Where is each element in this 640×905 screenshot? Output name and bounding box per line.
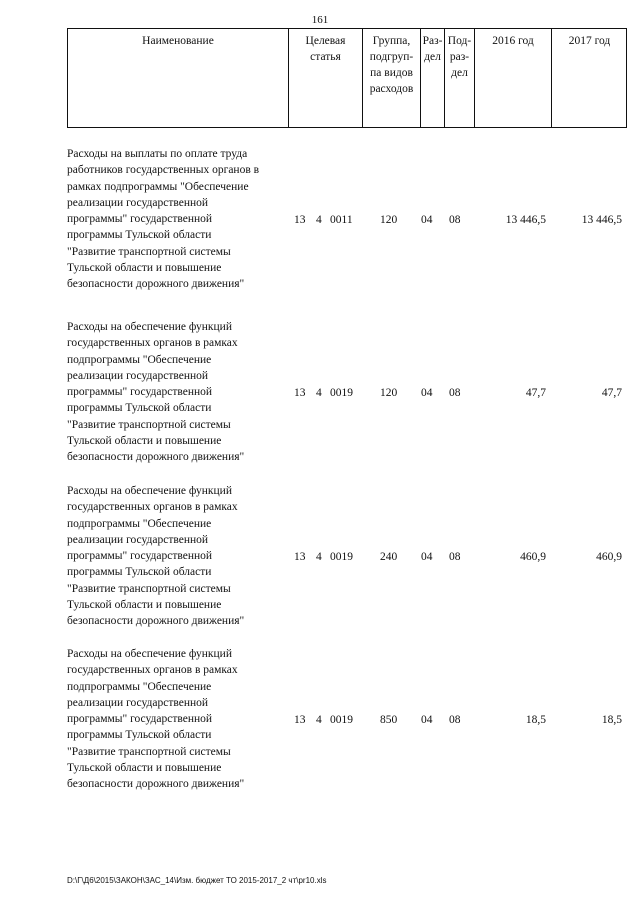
row-program: 13 <box>294 387 306 399</box>
row-code: 0019 <box>330 551 353 563</box>
table-header <box>67 28 627 128</box>
row-code: 0019 <box>330 714 353 726</box>
page-number: 161 <box>311 14 329 26</box>
row-amount-2017: 13 446,5 <box>581 214 622 226</box>
header-group: Группа, подгруп- па видов расходов <box>362 29 420 127</box>
row-subprogram: 4 <box>316 551 322 563</box>
header-podrazdel: Под- раз- дел <box>444 29 474 127</box>
row-group: 120 <box>380 214 398 226</box>
row-group: 240 <box>380 551 398 563</box>
row-podrazdel: 08 <box>449 551 461 563</box>
row-program: 13 <box>294 714 306 726</box>
row-razdel: 04 <box>421 387 433 399</box>
table-row <box>0 319 640 469</box>
row-razdel: 04 <box>421 214 433 226</box>
row-group: 850 <box>380 714 398 726</box>
header-razdel: Раз- дел <box>420 29 444 127</box>
table-row <box>0 483 640 633</box>
row-razdel: 04 <box>421 714 433 726</box>
row-amount-2017: 460,9 <box>596 551 622 563</box>
row-amount-2016: 13 446,5 <box>505 214 546 226</box>
row-subprogram: 4 <box>316 387 322 399</box>
row-amount-2016: 18,5 <box>525 714 546 726</box>
row-name: Расходы на обеспечение функций государственных органов в рамках подпрограммы "Обеспечение реализации государственной программы" государственной программы Тульской области "Развитие транспортной системы Тульской области и повышение безопасности дорожного движения" <box>67 485 245 628</box>
row-name: Расходы на выплаты по оплате труда работников государственных органов в рамках подпрограммы "Обеспечение реализации государственной программы" государственной программы Тульской области "Развитие транспортной системы Тульской области и повышение безопасности дорожного движения" <box>67 148 260 291</box>
row-razdel: 04 <box>421 551 433 563</box>
header-name: Наименование <box>142 35 214 47</box>
row-amount-2016: 47,7 <box>525 387 546 399</box>
row-program: 13 <box>294 551 306 563</box>
row-code: 0019 <box>330 387 353 399</box>
row-amount-2017: 18,5 <box>601 714 622 726</box>
header-year-2016: 2016 год <box>474 29 551 127</box>
row-code: 0011 <box>330 214 353 226</box>
row-podrazdel: 08 <box>449 714 461 726</box>
table-row <box>0 146 640 296</box>
file-path-footer: D:\Г\Д6\2015\ЗАКОН\ЗАС_14\Изм. бюджет ТО 2015-2017_2 чт\pr10.xls <box>67 876 327 885</box>
row-name: Расходы на обеспечение функций государственных органов в рамках подпрограммы "Обеспечение реализации государственной программы" государственной программы Тульской области "Развитие транспортной системы Тульской области и повышение безопасности дорожного движения" <box>67 648 245 791</box>
row-subprogram: 4 <box>316 214 322 226</box>
row-program: 13 <box>294 214 306 226</box>
row-name: Расходы на обеспечение функций государственных органов в рамках подпрограммы "Обеспечение реализации государственной программы" государственной программы Тульской области "Развитие транспортной системы Тульской области и повышение безопасности дорожного движения" <box>67 321 245 464</box>
header-target: Целевая статья <box>288 29 362 127</box>
row-podrazdel: 08 <box>449 214 461 226</box>
row-group: 120 <box>380 387 398 399</box>
row-subprogram: 4 <box>316 714 322 726</box>
row-amount-2016: 460,9 <box>520 551 546 563</box>
header-year-2017: 2017 год <box>551 29 627 127</box>
row-amount-2017: 47,7 <box>601 387 622 399</box>
table-row <box>0 646 640 796</box>
row-podrazdel: 08 <box>449 387 461 399</box>
